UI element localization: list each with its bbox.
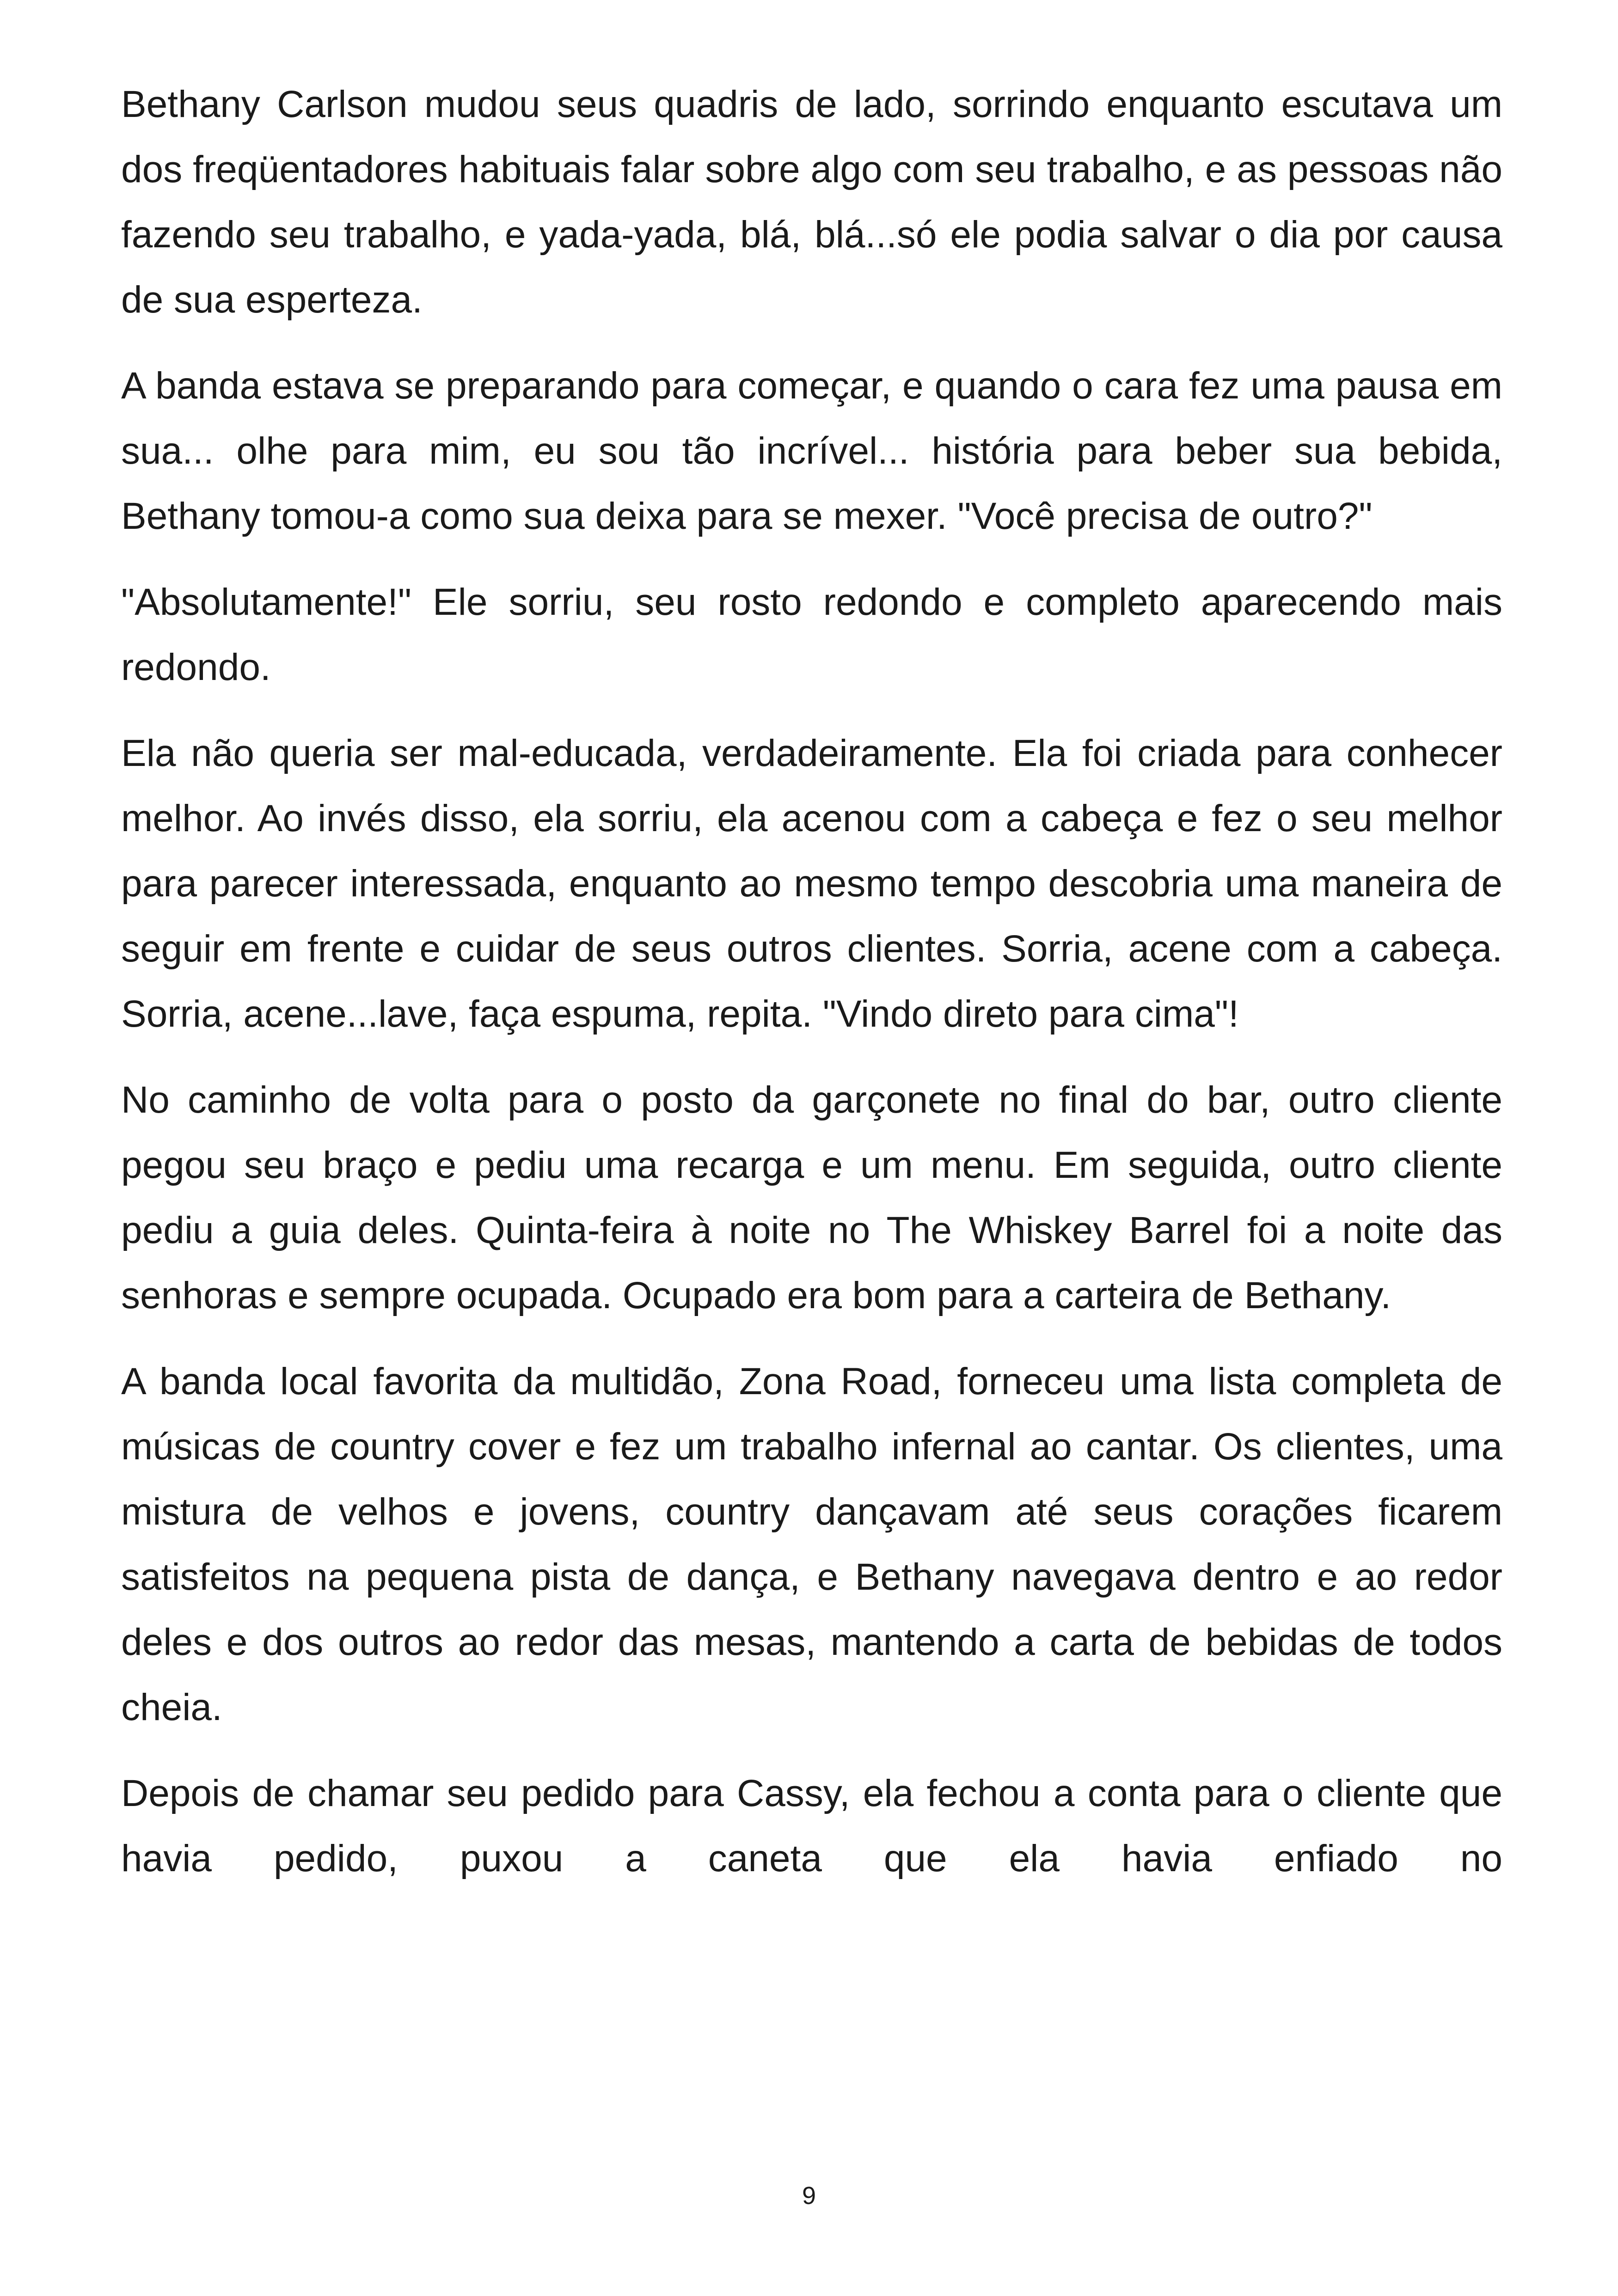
document-body <box>121 72 1502 1912</box>
paragraph-4: Ela não queria ser mal-educada, verdadeiramente. Ela foi criada para conhecer melhor. Ao invés disso, ela sorriu, ela acenou com a cabeça e fez o seu melhor para parecer interessada, enquanto ao mesmo tempo descobria uma maneira de seguir em frente e cuidar de seus outros clientes. Sorria, acene com a cabeça. Sorria, acene...lave, faça espuma, repita. "Vindo direto para cima"! <box>121 732 1502 1035</box>
paragraph-5: No caminho de volta para o posto da garçonete no final do bar, outro cliente pegou seu braço e pediu uma recarga e um menu. Em seguida, outro cliente pediu a guia deles. Quinta-feira à noite no The Whiskey Barrel foi a noite das senhoras e sempre ocupada. Ocupado era bom para a carteira de Bethany. <box>121 1079 1502 1316</box>
paragraph-7: Depois de chamar seu pedido para Cassy, ela fechou a conta para o cliente que havia pedido, puxou a caneta que ela havia enfiado no <box>121 1772 1502 1880</box>
paragraph-3: "Absolutamente!" Ele sorriu, seu rosto redondo e completo aparecendo mais redondo. <box>121 581 1502 688</box>
paragraph-2: A banda estava se preparando para começar, e quando o cara fez uma pausa em sua... olhe para mim, eu sou tão incrível... história para beber sua bebida, Bethany tomou-a como sua deixa para se mexer. "Você precisa de outro?" <box>121 365 1502 537</box>
page-number: 9 <box>802 2182 816 2210</box>
paragraph-1: Bethany Carlson mudou seus quadris de lado, sorrindo enquanto escutava um dos freqüentadores habituais falar sobre algo com seu trabalho, e as pessoas não fazendo seu trabalho, e yada-yada, blá, blá...só ele podia salvar o dia por causa de sua esperteza. <box>121 83 1502 321</box>
paragraph-6: A banda local favorita da multidão, Zona Road, forneceu uma lista completa de músicas de country cover e fez um trabalho infernal ao cantar. Os clientes, uma mistura de velhos e jovens, country dançavam até seus corações ficarem satisfeitos na pequena pista de dança, e Bethany navegava dentro e ao redor deles e dos outros ao redor das mesas, mantendo a carta de bebidas de todos cheia. <box>121 1360 1502 1728</box>
